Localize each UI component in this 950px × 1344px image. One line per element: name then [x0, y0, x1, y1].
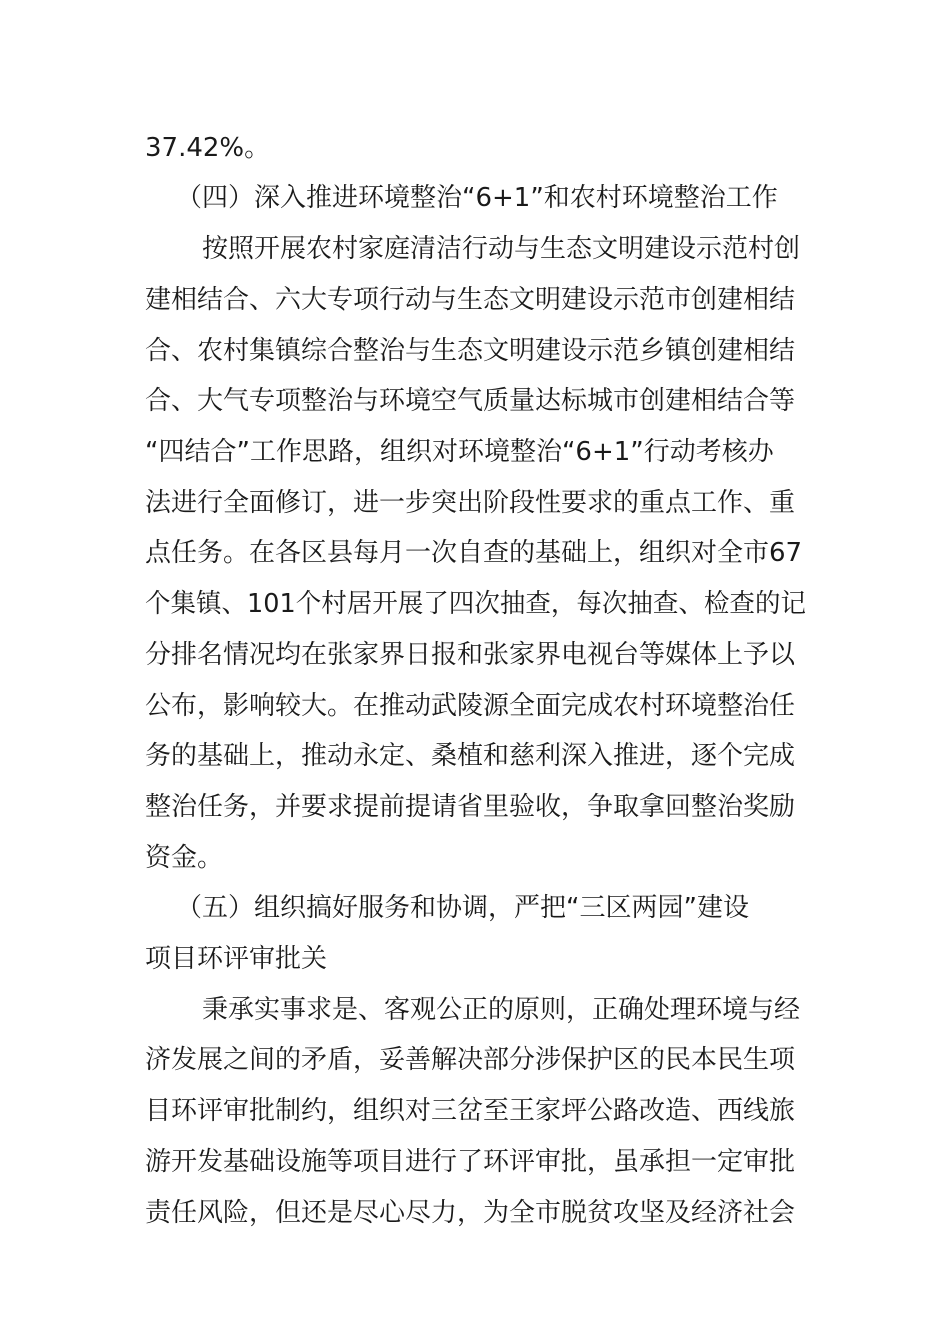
section-heading [0, 884, 950, 932]
text-line [0, 1138, 950, 1186]
text-line-content: 务的基础上，推动永定、桑植和慈利深入推进，逐个完成 [145, 741, 796, 771]
text-line-content: 合、大气专项整治与环境空气质量达标城市创建相结合等 [145, 386, 796, 416]
section-heading-text: （四）深入推进环境整治“6+1”和农村环境整治工作 [176, 183, 778, 213]
text-line-content: 个集镇、101个村居开展了四次抽查，每次抽查、检查的记 [145, 589, 806, 619]
text-line [0, 327, 950, 375]
text-line-content: 济发展之间的矛盾，妥善解决部分涉保护区的民本民生项 [145, 1045, 796, 1075]
text-line [0, 124, 950, 172]
text-line [0, 1036, 950, 1084]
text-line [0, 986, 950, 1034]
text-line-content: 37.42%。 [145, 133, 271, 163]
text-line [0, 428, 950, 476]
text-line [0, 529, 950, 577]
text-line-content: 建相结合、六大专项行动与生态文明建设示范市创建相结 [145, 285, 796, 315]
text-line [0, 580, 950, 628]
text-line [0, 834, 950, 882]
text-line-content: “四结合”工作思路，组织对环境整治“6+1”行动考核办 [145, 437, 774, 467]
text-line-content: 分排名情况均在张家界日报和张家界电视台等媒体上予以 [145, 640, 796, 670]
text-line-content: 责任风险，但还是尽心尽力，为全市脱贫攻坚及经济社会 [145, 1198, 796, 1228]
text-line-content: 点任务。在各区县每月一次自查的基础上，组织对全市67 [145, 538, 803, 568]
text-line [0, 479, 950, 527]
text-line [0, 783, 950, 831]
text-line-content: 目环评审批制约，组织对三岔至王家坪公路改造、西线旅 [145, 1096, 796, 1126]
text-line-content: 整治任务，并要求提前提请省里验收，争取拿回整治奖励 [145, 792, 796, 822]
text-line-content: 按照开展农村家庭清洁行动与生态文明建设示范村创 [202, 234, 801, 264]
section-heading [0, 174, 950, 222]
text-line [0, 631, 950, 679]
text-line [0, 1087, 950, 1135]
text-line-content: 秉承实事求是、客观公正的原则，正确处理环境与经 [202, 995, 801, 1025]
text-line [0, 225, 950, 273]
text-line-content: 法进行全面修订，进一步突出阶段性要求的重点工作、重 [145, 488, 796, 518]
text-line-content: 资金。 [145, 843, 224, 873]
text-line [0, 377, 950, 425]
section-heading [0, 935, 950, 983]
text-line [0, 732, 950, 780]
text-line [0, 682, 950, 730]
text-line-content: 公布，影响较大。在推动武陵源全面完成农村环境整治任 [145, 691, 796, 721]
section-heading-text: （五）组织搞好服务和协调，严把“三区两园”建设 [176, 893, 749, 923]
section-heading-text: 项目环评审批关 [145, 944, 328, 974]
text-line [0, 1189, 950, 1237]
text-line-content: 游开发基础设施等项目进行了环评审批，虽承担一定审批 [145, 1147, 796, 1177]
text-line [0, 276, 950, 324]
text-line-content: 合、农村集镇综合整治与生态文明建设示范乡镇创建相结 [145, 336, 796, 366]
